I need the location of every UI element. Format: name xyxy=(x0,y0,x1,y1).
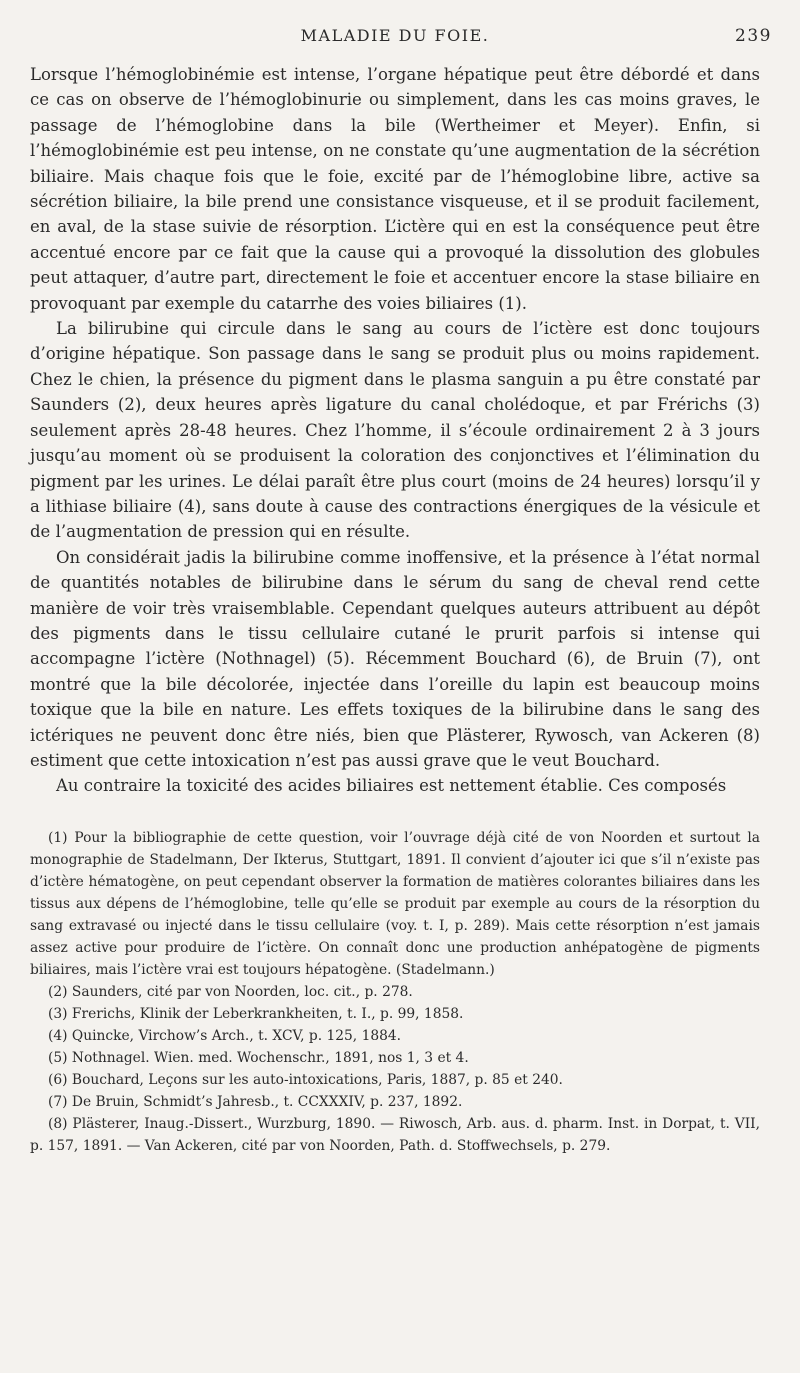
paragraph: Lorsque l’hémoglobinémie est intense, l’organe hépatique peut être débordé et dans ce cas on observe de l’hémoglobinurie ou simplement, dans les cas moins graves, le passage de l’hémoglobine dans la bile (Wertheimer et Meyer). Enfin, si l’hémoglobinémie est peu intense, on ne constate qu’une augmentation de la sécrétion biliaire. Mais chaque fois que le foie, excité par de l’hémoglobine libre, active sa sécrétion biliaire, la bile prend une consistance visqueuse, et il se produit facilement, en aval, de la stase suivie de résorption. L’ictère qui en est la conséquence peut être accentué encore par ce fait que la cause qui a provoqué la dissolution des globules peut attaquer, d’autre part, directement le foie et accentuer encore la stase biliaire en provoquant par exemple du catarrhe des voies biliaires (1). xyxy=(30,65,760,313)
running-title: MALADIE DU FOIE. xyxy=(300,26,490,45)
footnote: (3) Frerichs, Klinik der Leberkrankheiten, t. I., p. 99, 1858. xyxy=(48,1005,464,1022)
book-page xyxy=(30,26,772,1157)
paragraph: On considérait jadis la bilirubine comme inoffensive, et la présence à l’état normal de quantités notables de bilirubine dans le sérum du sang de cheval rend cette manière de voir très vraisemblable. Cependant quelques auteurs attribuent au dépôt des pigments dans le tissu cellulaire cutané le prurit parfois si intense qui accompagne l’ictère (Nothnagel) (5). Récemment Bouchard (6), de Bruin (7), ont montré que la bile décolorée, injectée dans l’oreille du lapin est beaucoup moins toxique que la bile en nature. Les effets toxiques de la bilirubine dans le sang des ictériques ne peuvent donc être niés, bien que Plästerer, Rywosch, van Ackeren (8) estiment que cette intoxication n’est pas aussi grave que le veut Bouchard. xyxy=(30,547,760,770)
footnote: (6) Bouchard, Leçons sur les auto-intoxications, Paris, 1887, p. 85 et 240. xyxy=(48,1071,563,1088)
body-text xyxy=(30,62,760,799)
footnote: (7) De Bruin, Schmidt’s Jahresb., t. CCXXXIV, p. 237, 1892. xyxy=(48,1093,463,1110)
page-number: 239 xyxy=(735,26,772,46)
footnote: (5) Nothnagel. Wien. med. Wochenschr., 1891, nos 1, 3 et 4. xyxy=(48,1049,469,1066)
footnote: (8) Plästerer, Inaug.-Dissert., Wurzburg, 1890. — Riwosch, Arb. aus. d. pharm. Inst. in Dorpat, t. VII, p. 157, 1891. — Van Ackeren, cité par von Noorden, Path. d. Stoffwechsels, p. 279. xyxy=(30,1115,760,1154)
paragraph: La bilirubine qui circule dans le sang au cours de l’ictère est donc toujours d’origine hépatique. Son passage dans le sang se produit plus ou moins rapidement. Chez le chien, la présence du pigment dans le plasma sanguin a pu être constaté par Saunders (2), deux heures après ligature du canal cholédoque, et par Frérichs (3) seulement après 28-48 heures. Chez l’homme, il s’écoule ordinairement 2 à 3 jours jusqu’au moment où se produisent la coloration des conjonctives et l’élimination du pigment par les urines. Le délai paraît être plus court (moins de 24 heures) lorsqu’il y a lithiase biliaire (4), sans doute à cause des contractions énergiques de la vésicule et de l’augmentation de pression qui en résulte. xyxy=(30,319,760,542)
footnote: (4) Quincke, Virchow’s Arch., t. XCV, p. 125, 1884. xyxy=(48,1027,402,1044)
footnote: (1) Pour la bibliographie de cette question, voir l’ouvrage déjà cité de von Noorden et surtout la monographie de Stadelmann, Der Ikterus, Stuttgart, 1891. Il convient d’ajouter ici que s’il n’existe pas d’ictère hématogène, on peut cependant observer la formation de matières colorantes biliaires dans les tissus aux dépens de l’hémoglobine, telle qu’elle se produit par exemple au cours de la résorption du sang extravasé ou injecté dans le tissu cellulaire (voy. t. I, p. 289). Mais cette résorption n’est jamais assez active pour produire de l’ictère. On connaît donc une production anhépatogène de pigments biliaires, mais l’ictère vrai est toujours hépatogène. (Stadelmann.) xyxy=(30,829,760,978)
paragraph: Au contraire la toxicité des acides biliaires est nettement établie. Ces composés xyxy=(56,776,727,796)
running-head xyxy=(30,26,772,52)
footnote: (2) Saunders, cité par von Noorden, loc. cit., p. 278. xyxy=(48,983,413,1000)
footnotes xyxy=(30,827,760,1157)
